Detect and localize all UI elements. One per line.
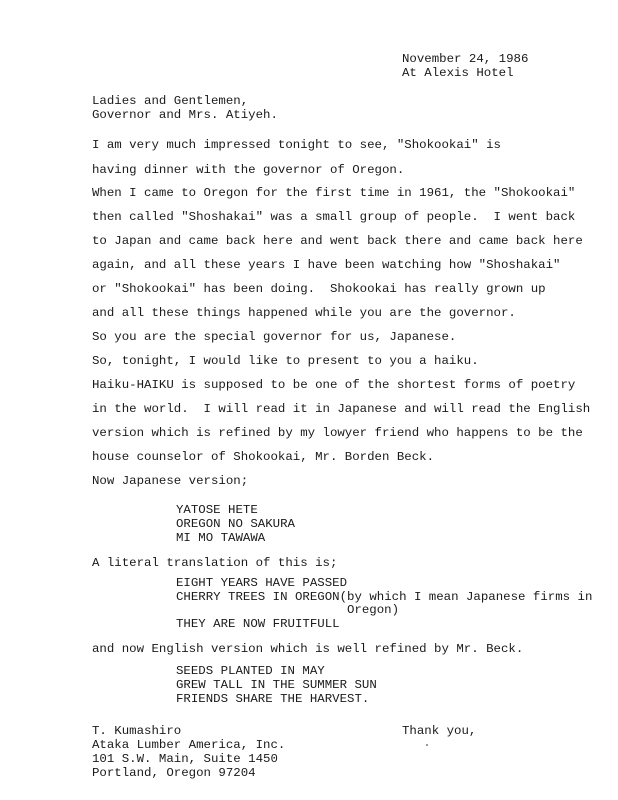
english-haiku-line-2: GREW TALL IN THE SUMMER SUN [176,678,377,692]
salutation-line-2: Governor and Mrs. Atiyeh. [92,108,278,122]
signature-address-1: 101 S.W. Main, Suite 1450 [92,752,278,766]
signature-address-2: Portland, Oregon 97204 [92,766,256,780]
body-line: Haiku-HAIKU is supposed to be one of the shortest forms of poetry [92,378,576,392]
literal-intro: A literal translation of this is; [92,556,338,570]
japanese-haiku-line-3: MI MO TAWAWA [176,531,266,545]
body-line: having dinner with the governor of Oregon. [92,163,405,177]
body-line: So you are the special governor for us, Japanese. [92,330,457,344]
body-line: Now Japanese version; [92,474,249,488]
body-line: and all these things happened while you are the governor. [92,306,516,320]
english-haiku-line-3: FRIENDS SHARE THE HARVEST. [176,692,370,706]
letter-location: At Alexis Hotel [402,66,514,80]
english-intro: and now English version which is well refined by Mr. Beck. [92,642,524,656]
body-line: house counselor of Shokookai, Mr. Borden Beck. [92,450,435,464]
closing-text: Thank you, [402,724,477,738]
body-line: in the world. I will read it in Japanese and will read the English [92,402,591,416]
body-line: to Japan and came back here and went back there and came back here [92,234,583,248]
literal-haiku-line-3: THEY ARE NOW FRUITFULL [176,617,340,631]
body-line: version which is refined by my lowyer friend who happens to be the [92,426,583,440]
body-line: I am very much impressed tonight to see, "Shokookai" is [92,138,501,152]
literal-haiku-line-1: EIGHT YEARS HAVE PASSED [176,576,348,590]
body-line: So, tonight, I would like to present to you a haiku. [92,354,479,368]
stray-mark [426,744,428,746]
salutation-line-1: Ladies and Gentlemen, [92,94,249,108]
english-haiku-line-1: SEEDS PLANTED IN MAY [176,664,325,678]
body-line: When I came to Oregon for the first time in 1961, the "Shokookai" [92,186,576,200]
japanese-haiku-line-2: OREGON NO SAKURA [176,517,295,531]
literal-haiku-line-2-cont: Oregon) [347,603,400,617]
literal-haiku-line-2: CHERRY TREES IN OREGON(by which I mean Japanese firms in [176,590,593,604]
body-line: again, and all these years I have been watching how "Shoshakai" [92,258,561,272]
signature-company: Ataka Lumber America, Inc. [92,738,286,752]
body-text [92,138,591,488]
body-line: then called "Shoshakai" was a small group of people. I went back [92,210,576,224]
letter-date: November 24, 1986 [402,52,529,66]
japanese-haiku-line-1: YATOSE HETE [176,503,258,517]
body-line: or "Shokookai" has been doing. Shokookai has really grown up [92,282,546,296]
signature-name: T. Kumashiro [92,724,182,738]
